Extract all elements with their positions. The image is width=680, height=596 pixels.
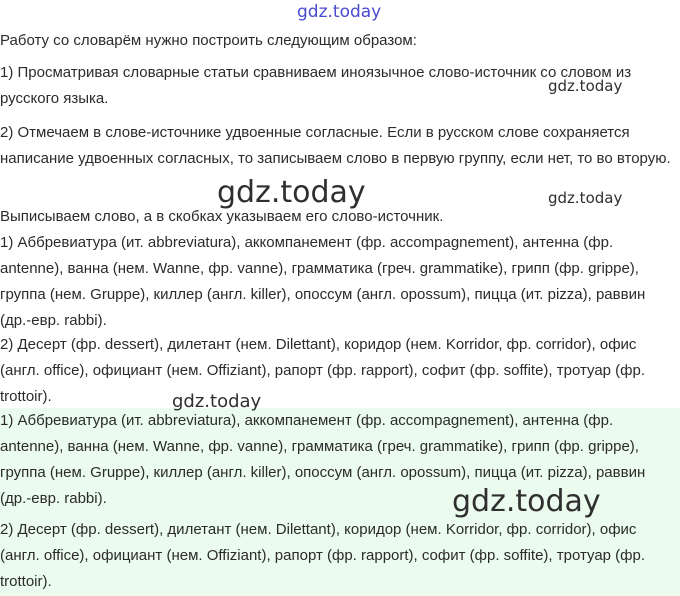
answer-group-1: 1) Аббревиатура (ит. abbreviatura), аккомпанемент (фр. accompagnement), антенна (фр. antenne), ванна (нем. Wanne, фр. vanne), грамматика (греч. grammatike), грипп (фр. grippe), группа (нем. Gruppe), киллер (англ. killer), опоссум (англ. opossum), пицца (ит. pizza), раввин (др.-евр. rabbi). <box>0 412 646 507</box>
step-2-text: 2) Отмечаем в слове-источнике удвоенные согласные. Если в русском слове сохраняется написание удвоенных согласных, то записываем слово в первую группу, если нет, то во вторую. <box>0 124 671 167</box>
step-1-text: 1) Просматривая словарные статьи сравниваем иноязычное слово-источник со словом из русского языка. <box>0 64 632 107</box>
watermark-small-3: gdz.today <box>172 391 262 412</box>
watermark-small-1: gdz.today <box>548 77 623 95</box>
answer-group-2: 2) Десерт (фр. dessert), дилетант (нем. Dilettant), коридор (нем. Korridor, фр. corridor), офис (англ. office), официант (нем. Offiziant), рапорт (фр. rapport), софит (фр. soffite), тротуар (фр. trottoir). <box>0 521 646 590</box>
intro-text: Работу со словарём нужно построить следующим образом: <box>0 32 417 49</box>
write-out-text: Выписываем слово, а в скобках указываем его слово-источник. <box>0 208 444 225</box>
watermark-top: gdz.today <box>297 2 382 22</box>
group-1-list: 1) Аббревиатура (ит. abbreviatura), аккомпанемент (фр. accompagnement), антенна (фр. antenne), ванна (нем. Wanne, фр. vanne), грамматика (греч. grammatike), грипп (фр. grippe), группа (нем. Gruppe), киллер (англ. killer), опоссум (англ. opossum), пицца (ит. pizza), раввин (др.-евр. rabbi). <box>0 234 646 329</box>
watermark-small-2: gdz.today <box>548 189 623 207</box>
watermark-large-1: gdz.today <box>217 175 366 210</box>
watermark-large-2: gdz.today <box>452 484 601 519</box>
group-2-list: 2) Десерт (фр. dessert), дилетант (нем. Dilettant), коридор (нем. Korridor, фр. corridor), офис (англ. office), официант (нем. Offiziant), рапорт (фр. rapport), софит (фр. soffite), тротуар (фр. trottoir). <box>0 336 646 405</box>
